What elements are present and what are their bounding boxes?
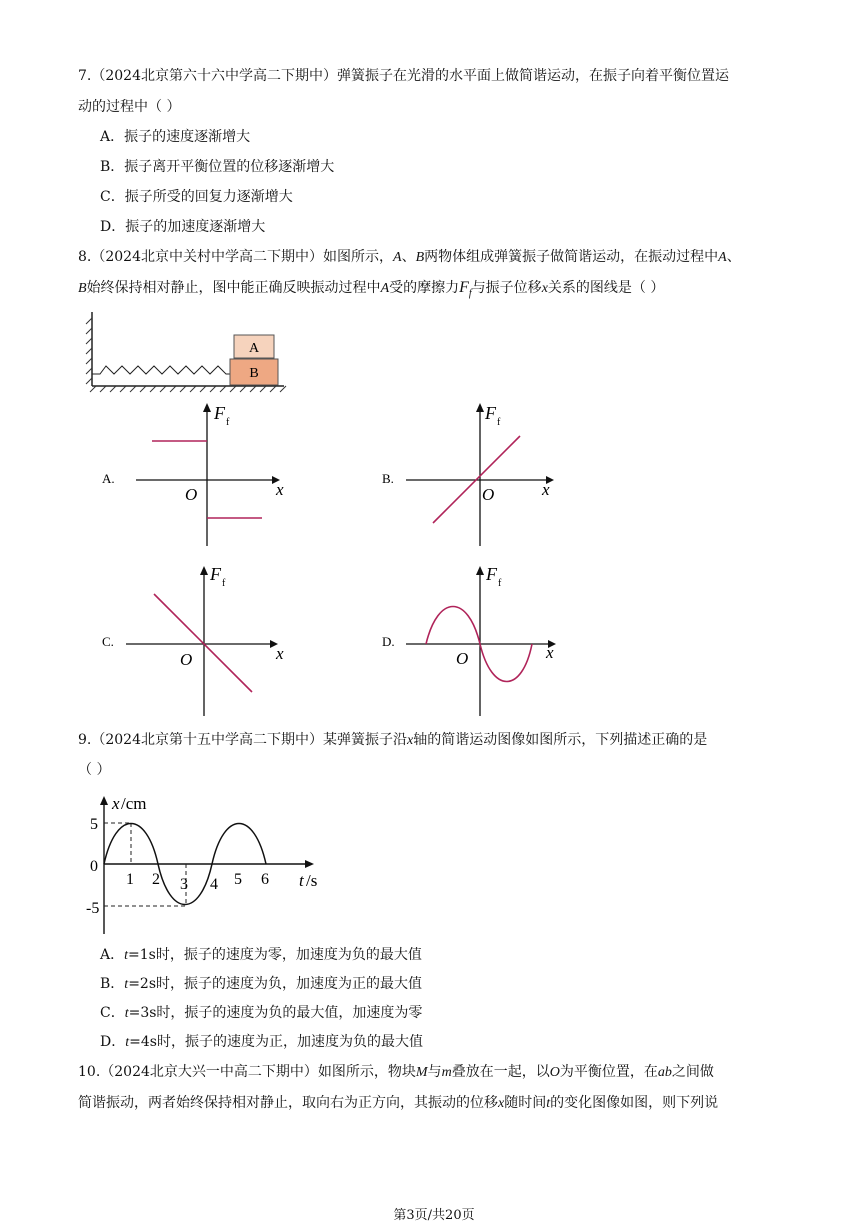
graph-d-xlabel: x (546, 643, 554, 662)
xt-xlabel-var: t (299, 871, 304, 890)
q9-text: 轴的简谐运动图像如图所示，下列描述正确的是 (413, 732, 708, 748)
graph-c-origin: O (180, 650, 193, 669)
graph-a-ylabel-sub: f (226, 417, 230, 428)
graph-d-ylabel-sub: f (498, 578, 502, 589)
xt-xtick-2: 2 (152, 871, 160, 888)
graph-c (96, 560, 296, 720)
spring-block-figure (84, 308, 294, 396)
q8-text: 、 (401, 249, 416, 265)
q8-text: 受的摩擦力 (389, 280, 460, 296)
q10-text: 叠放在一起，以 (451, 1064, 550, 1080)
xt-ytick-neg5: -5 (86, 900, 100, 917)
q10-var: m (441, 1065, 452, 1080)
q8-var: A (393, 250, 402, 265)
graph-a-origin: O (185, 485, 198, 504)
q8-text: 、 (726, 249, 741, 265)
q9-var: x (407, 733, 414, 748)
q9-var: t (124, 977, 129, 992)
q8-text: 8.（2024北京中关村中学高二下期中）如图所示， (78, 249, 393, 265)
q7-option-b: B．振子离开平衡位置的位移逐渐增大 (100, 159, 335, 175)
q9-option-text: A． (100, 947, 125, 963)
xt-xtick-4: 4 (210, 876, 218, 893)
q9-option-text: C． (100, 1005, 125, 1021)
q8-var: F (459, 279, 469, 296)
graph-c-letter: C. (102, 634, 114, 649)
q7-option-a: A．振子的速度逐渐增大 (100, 129, 251, 145)
q8-var: A (718, 250, 727, 265)
q10-text: 随时间 (504, 1095, 547, 1111)
spring (92, 366, 230, 374)
q8-var: f (468, 287, 472, 299)
graph-b-origin: O (482, 485, 495, 504)
q10-text: 之间做 (671, 1064, 714, 1080)
graph-d (380, 560, 580, 720)
graph-c-xlabel: x (276, 644, 284, 663)
xt-xtick-5: 5 (234, 871, 242, 888)
q9-var: t (124, 1006, 129, 1021)
q10-text: 为平衡位置，在 (559, 1064, 658, 1080)
q7-stem-line1: 7.（2024北京第六十六中学高二下期中）弹簧振子在光滑的水平面上做简谐运动，在振子向着平衡位置运 (78, 68, 729, 84)
graph-b-ylabel: F (485, 403, 496, 423)
q10-stem-line1 (78, 1062, 714, 1083)
q10-text: 与 (427, 1064, 442, 1080)
graph-c-ylabel: F (210, 564, 221, 584)
q9-option-a (100, 945, 422, 966)
q8-text: 始终保持相对静止，图中能正确反映振动过程中 (86, 280, 381, 296)
xt-ylabel-var: x (112, 794, 120, 813)
graph-d-ylabel: F (486, 564, 497, 584)
q9-var: t (124, 948, 129, 963)
q9-text: 9.（2024北京第十五中学高二下期中）某弹簧振子沿 (78, 732, 407, 748)
q10-text: 的变化图像如图，则下列说 (550, 1095, 719, 1111)
xt-ytick-5: 5 (90, 816, 98, 833)
q9-option-text: D． (100, 1034, 126, 1050)
graph-c-ylabel-sub: f (222, 578, 226, 589)
xt-xlabel-unit: /s (306, 871, 318, 890)
xt-xtick-6: 6 (261, 871, 269, 888)
block-b-label: B (249, 366, 259, 381)
q9-option-text: B． (100, 976, 125, 992)
q9-stem-line1 (78, 730, 707, 751)
q9-option-text: =4s时，振子的速度为正，加速度为负的最大值 (129, 1034, 423, 1050)
q7-stem-line2: 动的过程中（ ） (78, 99, 181, 115)
graph-a-ylabel: F (214, 403, 225, 423)
xt-ytick-0: 0 (90, 858, 98, 875)
q8-text: 两物体组成弹簧振子做简谐运动，在振动过程中 (424, 249, 719, 265)
q9-stem-line2: （ ） (78, 762, 111, 778)
xt-xtick-3: 3 (180, 876, 188, 893)
q9-option-text: =2s时，振子的速度为负，加速度为正的最大值 (128, 976, 423, 992)
q9-option-c (100, 1003, 422, 1024)
q8-text: 与振子位移 (471, 280, 542, 296)
graph-b (380, 398, 580, 548)
graph-a-letter: A. (102, 471, 115, 486)
graph-b-ylabel-sub: f (497, 417, 501, 428)
q9-option-d (100, 1032, 423, 1053)
q9-option-text: =1s时，振子的速度为零，加速度为负的最大值 (128, 947, 422, 963)
q10-var: ab (657, 1065, 672, 1080)
graph-d-origin: O (456, 649, 469, 668)
xt-graph (86, 790, 336, 940)
q8-var: A (380, 281, 390, 296)
q9-option-b (100, 974, 422, 995)
q7-option-d: D．振子的加速度逐渐增大 (100, 219, 266, 235)
q10-var: x (498, 1096, 505, 1111)
q8-var: x (541, 281, 548, 296)
q10-text: 简谐振动，两者始终保持相对静止，取向右为正方向，其振动的位移 (78, 1095, 498, 1111)
q9-option-text: =3s时，振子的速度为负的最大值，加速度为零 (128, 1005, 423, 1021)
q10-var: O (549, 1065, 560, 1080)
q9-var: t (125, 1035, 130, 1050)
q8-text: 关系的图线是（ ） (547, 280, 665, 296)
graph-d-letter: D. (382, 634, 395, 649)
q10-var: M (415, 1065, 428, 1080)
q10-stem-line2 (78, 1093, 718, 1114)
page-number: 第3页/共20页 (393, 1208, 475, 1223)
xt-xtick-1: 1 (126, 871, 134, 888)
q10-var: t (546, 1096, 551, 1111)
q8-var: B (415, 250, 425, 265)
xt-ylabel-unit: /cm (121, 794, 147, 813)
q8-stem-line1 (78, 247, 741, 268)
graph-a-xlabel: x (276, 480, 284, 499)
q10-text: 10.（2024北京大兴一中高二下期中）如图所示，物块 (78, 1064, 416, 1080)
graph-b-letter: B. (382, 471, 394, 486)
q8-stem-line2 (78, 278, 664, 304)
graph-b-xlabel: x (542, 480, 550, 499)
q8-var: B (78, 281, 87, 296)
block-a-label: A (248, 341, 260, 356)
graph-a (96, 398, 296, 548)
q7-option-c: C．振子所受的回复力逐渐增大 (100, 189, 293, 205)
